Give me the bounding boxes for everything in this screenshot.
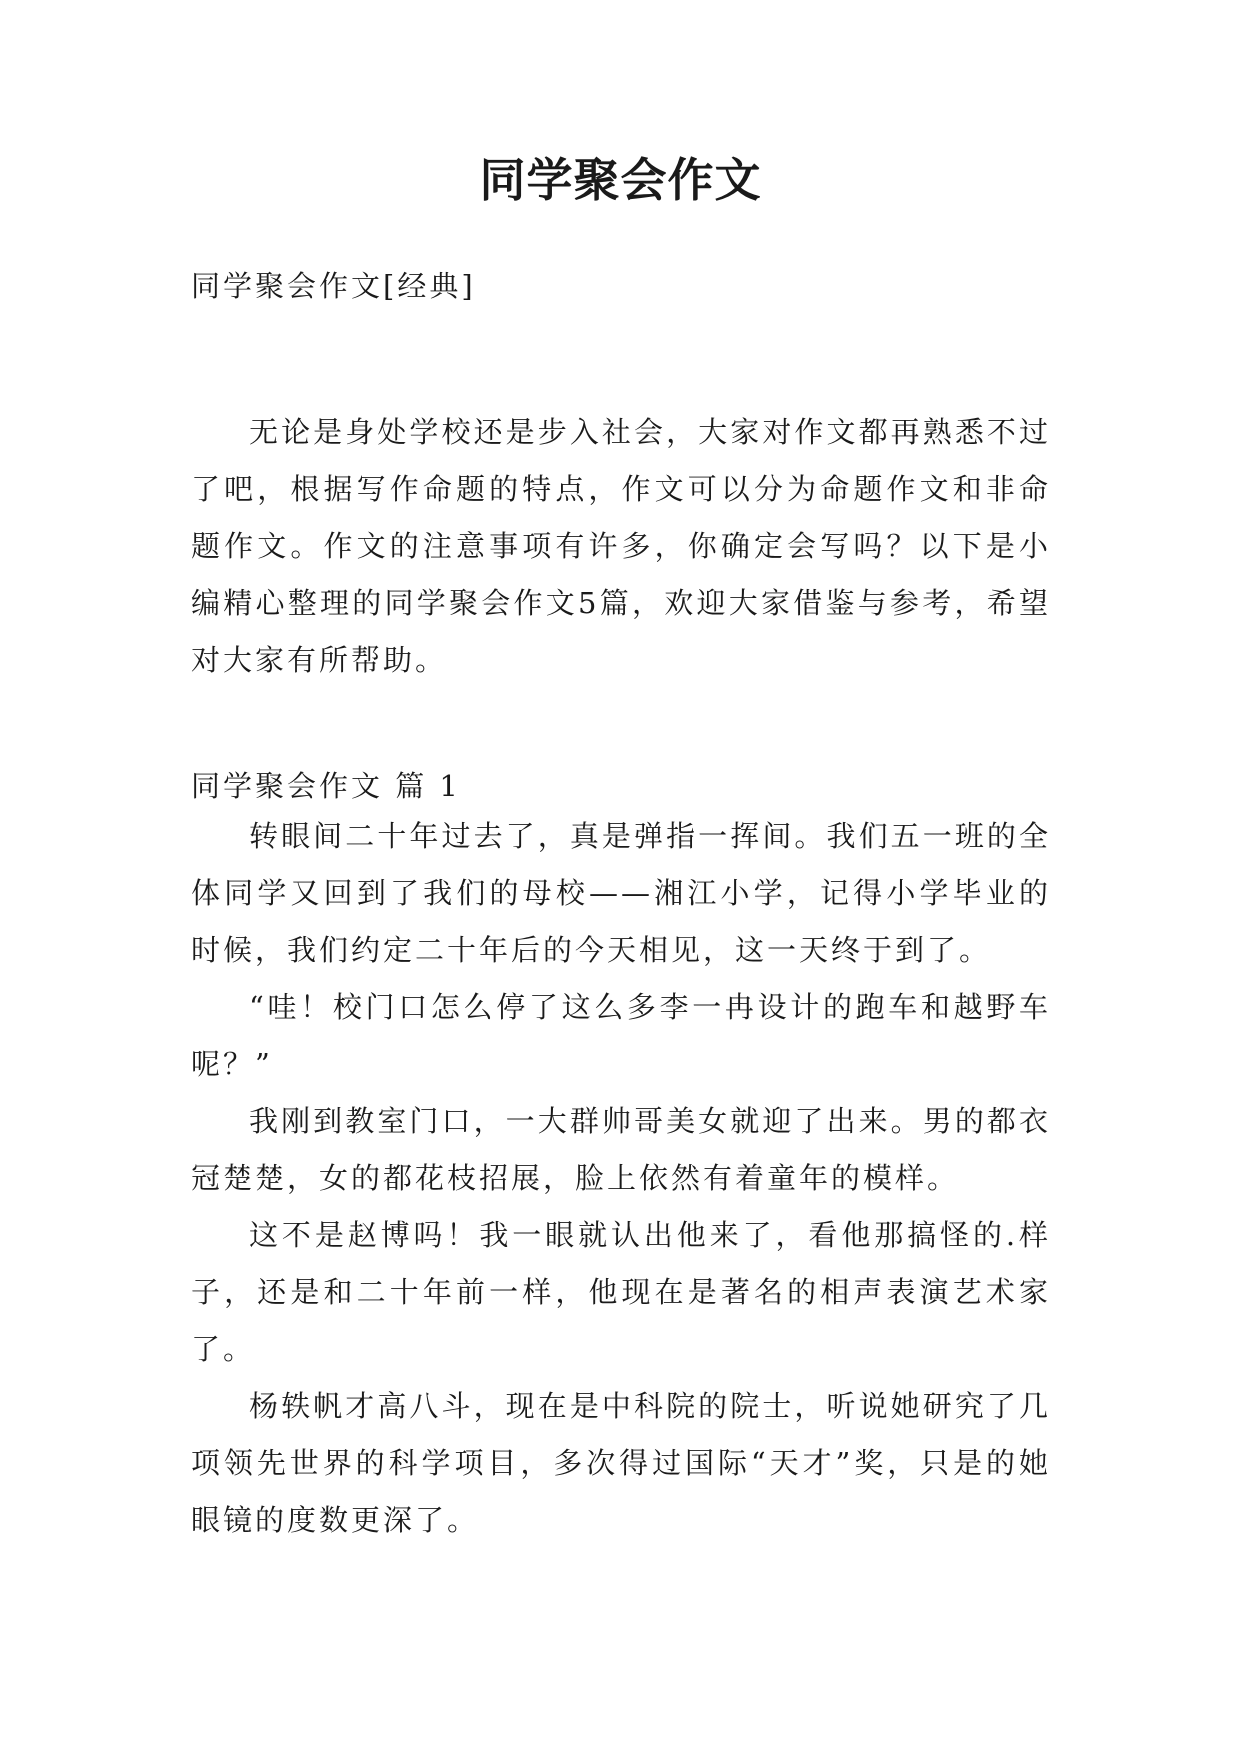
- body-paragraph: 这不是赵博吗！我一眼就认出他来了，看他那搞怪的.样子，还是和二十年前一样，他现在是著名的相声表演艺术家了。: [191, 1218, 1051, 1366]
- intro-paragraph: 无论是身处学校还是步入社会，大家对作文都再熟悉不过了吧，根据写作命题的特点，作文可以分为命题作文和非命题作文。作文的注意事项有许多，你确定会写吗？以下是小编精心整理的同学聚会作文5篇，欢迎大家借鉴与参考，希望对大家有所帮助。: [191, 415, 1051, 677]
- document-subtitle: 同学聚会作文[经典]: [191, 269, 476, 303]
- section-body: [191, 808, 1051, 1549]
- body-paragraph: 杨轶帆才高八斗，现在是中科院的院士，听说她研究了几项领先世界的科学项目，多次得过国际“天才”奖，只是的她眼镜的度数更深了。: [191, 1389, 1051, 1537]
- body-paragraph: 我刚到教室门口，一大群帅哥美女就迎了出来。男的都衣冠楚楚，女的都花枝招展，脸上依然有着童年的模样。: [191, 1104, 1051, 1195]
- section-heading: 同学聚会作文 篇 1: [191, 769, 461, 803]
- body-paragraph: 转眼间二十年过去了，真是弹指一挥间。我们五一班的全体同学又回到了我们的母校——湘江小学，记得小学毕业的时候，我们约定二十年后的今天相见，这一天终于到了。: [191, 819, 1051, 967]
- document-title: 同学聚会作文: [479, 153, 762, 207]
- intro-block: [191, 404, 1051, 689]
- body-paragraph: “哇！校门口怎么停了这么多李一冉设计的跑车和越野车呢？”: [191, 990, 1051, 1081]
